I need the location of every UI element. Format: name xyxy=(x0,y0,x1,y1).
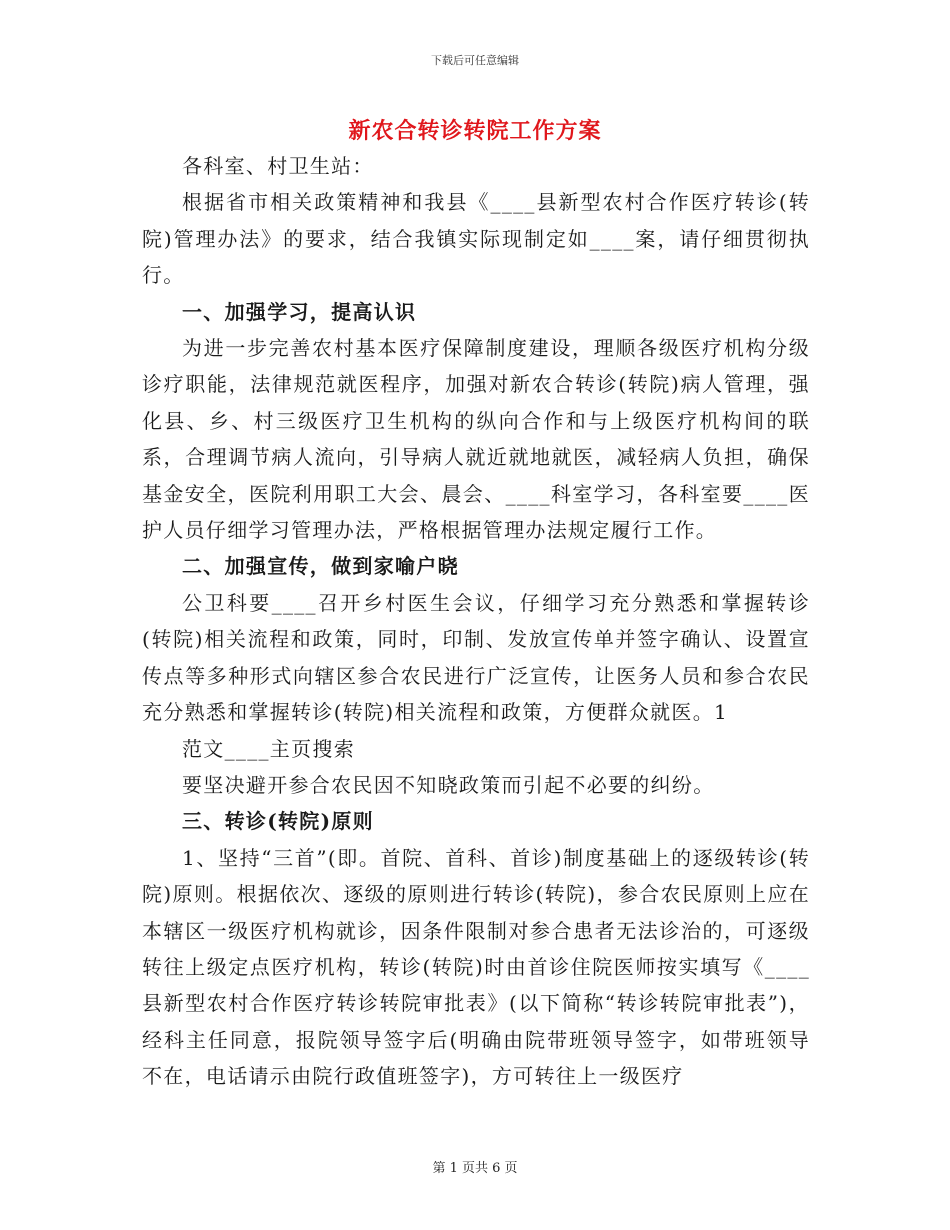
document-title: 新农合转诊转院工作方案 xyxy=(348,118,602,144)
intro-paragraph: 根据省市相关政策精神和我县《____县新型农村合作医疗转诊(转院)管理办法》的要求，结合我镇实际现制定如____案，请仔细贯彻执行。 xyxy=(142,190,810,288)
page-header-note: 下载后可任意编辑 xyxy=(431,54,519,67)
section-2-note: 范文____主页搜索 xyxy=(182,736,355,761)
document-body xyxy=(142,148,810,1095)
section-2-paragraph: 公卫科要____召开乡村医生会议，仔细学习充分熟悉和掌握转诊(转院)相关流程和政策，同时，印制、发放宣传单并签字确认、设置宣传点等多种形式向辖区参合农民进行广泛宣传，让医务人员和参合农民充分熟悉和掌握转诊(转院)相关流程和政策，方便群众就医。1 xyxy=(142,590,810,725)
section-2-tail: 要坚决避开参合农民因不知晓政策而引起不必要的纠纷。 xyxy=(182,772,715,797)
salutation: 各科室、村卫生站： xyxy=(182,154,374,178)
section-heading-2: 二、加强宣传，做到家喻户晓 xyxy=(182,554,459,579)
section-heading-3: 三、转诊(转院)原则 xyxy=(182,809,374,834)
section-3-item-1: 1、坚持“三首”(即。首院、首科、首诊)制度基础上的逐级转诊(转院)原则。根据依次、逐级的原则进行转诊(转院)，参合农民原则上应在本辖区一级医疗机构就诊，因条件限制对参合患者无法诊治的，可逐级转往上级定点医疗机构，转诊(转院)时由首诊住院医师按实填写《____县新型农村合作医疗转诊转院审批表》(以下简称“转诊转院审批表”)，经科主任同意，报院领导签字后(明确由院带班领导签字，如带班领导不在，电话请示由院行政值班签字)，方可转往上一级医疗 xyxy=(142,845,810,1089)
section-heading-1: 一、加强学习，提高认识 xyxy=(182,299,417,324)
section-1-paragraph: 为进一步完善农村基本医疗保障制度建设，理顺各级医疗机构分级诊疗职能，法律规范就医程序，加强对新农合转诊(转院)病人管理，强化县、乡、村三级医疗卫生机构的纵向合作和与上级医疗机构间的联系，合理调节病人流向，引导病人就近就地就医，减轻病人负担，确保基金安全，医院利用职工大会、晨会、____科室学习，各科室要____医护人员仔细学习管理办法，严格根据管理办法规定履行工作。 xyxy=(142,336,810,543)
page-footer: 第 1 页共 6 页 xyxy=(432,1161,518,1176)
